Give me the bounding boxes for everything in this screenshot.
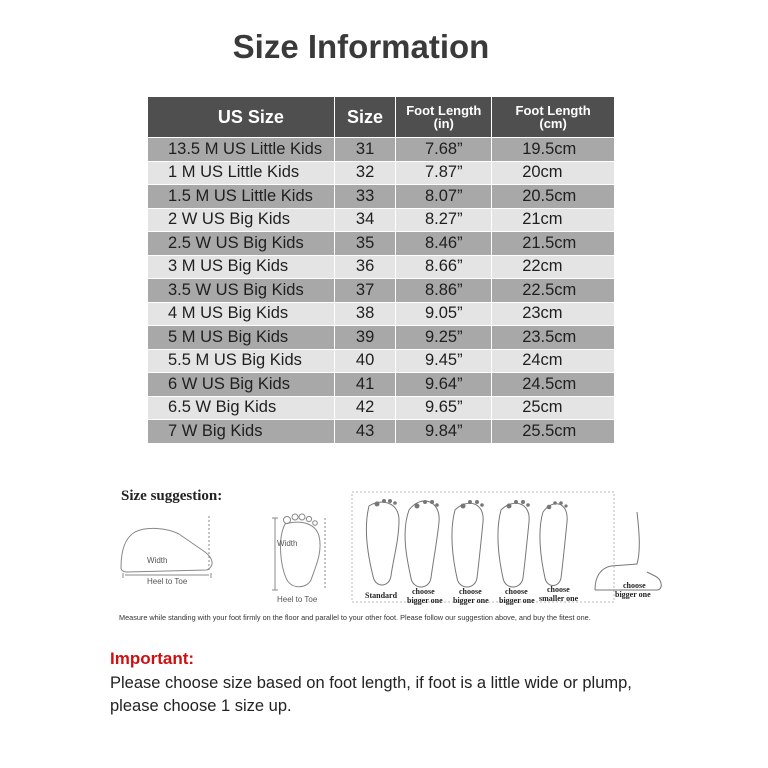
- choose-label-1: choose: [412, 587, 435, 596]
- foot-illustrations: [107, 480, 681, 630]
- table-row: [148, 138, 614, 162]
- top-foot-icon: [272, 514, 325, 590]
- important-line-1: Please choose size based on foot length, if foot is a little wide or plump,: [110, 674, 632, 692]
- bigger-one-label-3: bigger one: [499, 596, 535, 605]
- foot-side-choose-bigger-icon: [595, 512, 661, 590]
- cell-size: 41: [334, 373, 396, 397]
- cell-us-size: 3 M US Big Kids: [148, 255, 334, 279]
- header-foot-length-cm: [492, 97, 614, 138]
- cell-us-size: 1 M US Little Kids: [148, 161, 334, 185]
- width-label: Width: [147, 556, 168, 565]
- cell-us-size: 2 W US Big Kids: [148, 208, 334, 232]
- table-row: [148, 279, 614, 303]
- cell-us-size: 4 M US Big Kids: [148, 302, 334, 326]
- size-table: [148, 97, 614, 443]
- measure-note: Measure while standing with your foot firmly on the floor and parallel to your other foot. Please follow our suggestion above, and buy the fitest one.: [119, 613, 591, 622]
- standard-label: Standard: [365, 591, 398, 600]
- cell-size: 35: [334, 232, 396, 256]
- header-size: Size: [334, 97, 396, 138]
- table-row: [148, 373, 614, 397]
- cell-size: 36: [334, 255, 396, 279]
- table-row: [148, 326, 614, 350]
- header-foot-cm-line1: Foot Length: [515, 103, 591, 118]
- foot-choose-bigger-3-icon: [498, 503, 529, 587]
- cell-size: 42: [334, 396, 396, 420]
- table-row: [148, 185, 614, 209]
- cell-foot-in: 9.45”: [396, 349, 492, 373]
- cell-foot-cm: 23.5cm: [492, 326, 614, 350]
- cell-size: 31: [334, 138, 396, 162]
- cell-foot-in: 7.68”: [396, 138, 492, 162]
- cell-foot-cm: 20cm: [492, 161, 614, 185]
- bigger-one-label-5: bigger one: [615, 590, 651, 599]
- cell-size: 33: [334, 185, 396, 209]
- foot-choose-smaller-icon: [540, 504, 567, 586]
- important-line-2: please choose 1 size up.: [110, 697, 292, 715]
- cell-us-size: 2.5 W US Big Kids: [148, 232, 334, 256]
- cell-foot-in: 8.46”: [396, 232, 492, 256]
- cell-us-size: 13.5 M US Little Kids: [148, 138, 334, 162]
- cell-size: 39: [334, 326, 396, 350]
- cell-foot-in: 8.27”: [396, 208, 492, 232]
- cell-foot-cm: 21cm: [492, 208, 614, 232]
- cell-size: 40: [334, 349, 396, 373]
- cell-foot-in: 8.66”: [396, 255, 492, 279]
- page-title: Size Information: [232, 28, 490, 65]
- cell-foot-in: 9.64”: [396, 373, 492, 397]
- choose-label-4: choose: [547, 585, 570, 594]
- header-foot-length-in: [396, 97, 492, 138]
- cell-foot-in: 8.86”: [396, 279, 492, 303]
- cell-foot-cm: 25cm: [492, 396, 614, 420]
- cell-foot-cm: 22cm: [492, 255, 614, 279]
- cell-size: 37: [334, 279, 396, 303]
- cell-foot-in: 9.84”: [396, 420, 492, 443]
- bigger-one-label-2: bigger one: [453, 596, 489, 605]
- table-row: [148, 396, 614, 420]
- cell-foot-cm: 25.5cm: [492, 420, 614, 443]
- header-foot-in-line2: (in): [433, 116, 454, 131]
- cell-foot-cm: 20.5cm: [492, 185, 614, 209]
- heel-to-toe-label-2: Heel to Toe: [277, 595, 318, 604]
- size-suggestion-panel: [107, 480, 681, 630]
- header-foot-in-line1: Foot Length: [406, 103, 482, 118]
- important-title: Important:: [110, 649, 195, 668]
- choose-label-2: choose: [459, 587, 482, 596]
- cell-foot-cm: 19.5cm: [492, 138, 614, 162]
- cell-size: 43: [334, 420, 396, 443]
- footprint-border: [352, 492, 614, 602]
- cell-foot-in: 9.05”: [396, 302, 492, 326]
- cell-foot-cm: 23cm: [492, 302, 614, 326]
- cell-foot-in: 9.25”: [396, 326, 492, 350]
- cell-foot-cm: 21.5cm: [492, 232, 614, 256]
- cell-foot-in: 9.65”: [396, 396, 492, 420]
- cell-us-size: 1.5 M US Little Kids: [148, 185, 334, 209]
- foot-choose-bigger-2-icon: [452, 503, 483, 587]
- width-label-2: Width: [277, 539, 298, 548]
- table-row: [148, 161, 614, 185]
- table-header-row: [148, 97, 614, 138]
- cell-us-size: 6 W US Big Kids: [148, 373, 334, 397]
- smaller-one-label: smaller one: [539, 594, 579, 603]
- size-suggestion-title: Size suggestion:: [121, 488, 223, 504]
- header-foot-cm-line2: (cm): [539, 116, 567, 131]
- cell-size: 32: [334, 161, 396, 185]
- choose-label-3: choose: [505, 587, 528, 596]
- table-row: [148, 255, 614, 279]
- side-foot-icon: [121, 516, 212, 578]
- bigger-one-label-1: bigger one: [407, 596, 443, 605]
- cell-foot-in: 7.87”: [396, 161, 492, 185]
- cell-us-size: 5.5 M US Big Kids: [148, 349, 334, 373]
- cell-us-size: 6.5 W Big Kids: [148, 396, 334, 420]
- table-row: [148, 302, 614, 326]
- table-row: [148, 232, 614, 256]
- cell-size: 34: [334, 208, 396, 232]
- foot-standard-icon: [366, 502, 399, 585]
- table-row: [148, 420, 614, 443]
- cell-size: 38: [334, 302, 396, 326]
- heel-to-toe-label: Heel to Toe: [147, 577, 188, 586]
- table-row: [148, 349, 614, 373]
- cell-us-size: 3.5 W US Big Kids: [148, 279, 334, 303]
- table-row: [148, 208, 614, 232]
- cell-us-size: 5 M US Big Kids: [148, 326, 334, 350]
- cell-us-size: 7 W Big Kids: [148, 420, 334, 443]
- cell-foot-cm: 22.5cm: [492, 279, 614, 303]
- cell-foot-in: 8.07”: [396, 185, 492, 209]
- cell-foot-cm: 24cm: [492, 349, 614, 373]
- header-us-size: US Size: [148, 97, 334, 138]
- choose-label-5: choose: [623, 581, 646, 590]
- cell-foot-cm: 24.5cm: [492, 373, 614, 397]
- foot-choose-bigger-1-icon: [405, 501, 439, 587]
